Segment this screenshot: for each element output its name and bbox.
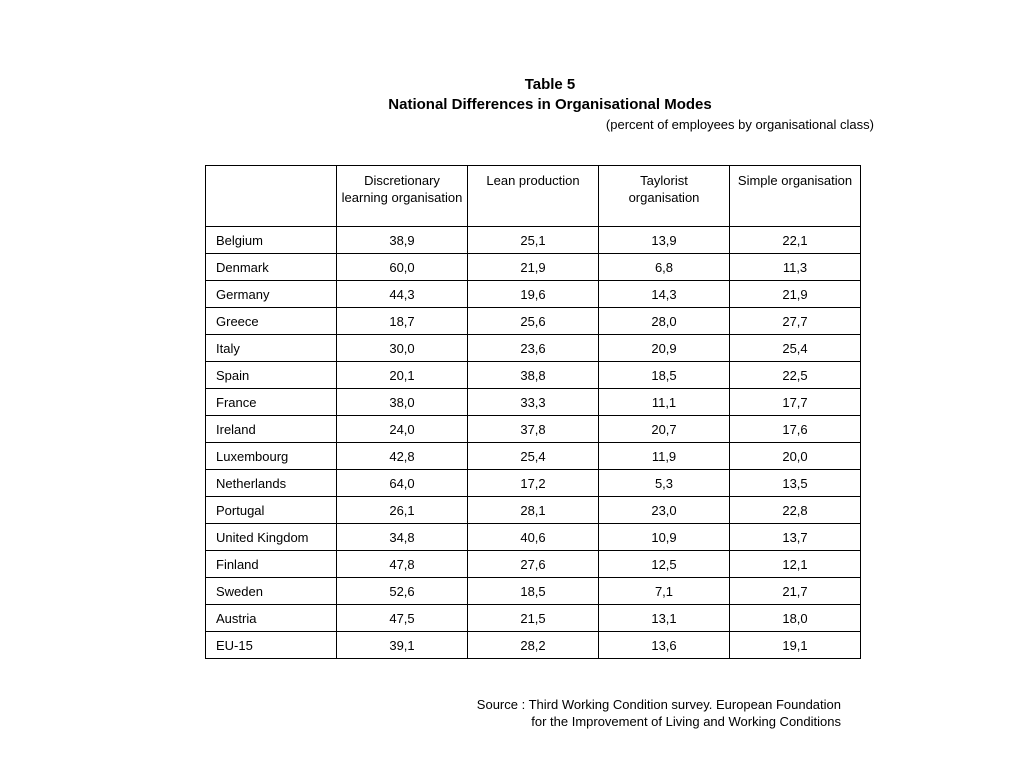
value-cell: 42,8 — [337, 443, 468, 470]
country-cell: Portugal — [206, 497, 337, 524]
value-cell: 22,5 — [730, 362, 861, 389]
value-cell: 52,6 — [337, 578, 468, 605]
value-cell: 23,6 — [468, 335, 599, 362]
value-cell: 27,6 — [468, 551, 599, 578]
value-cell: 13,1 — [599, 605, 730, 632]
header-cell-discretionary: Discretionary learning organisation — [337, 166, 468, 227]
value-cell: 24,0 — [337, 416, 468, 443]
value-cell: 12,1 — [730, 551, 861, 578]
value-cell: 17,2 — [468, 470, 599, 497]
country-cell: Spain — [206, 362, 337, 389]
value-cell: 22,8 — [730, 497, 861, 524]
value-cell: 13,6 — [599, 632, 730, 659]
country-cell: Germany — [206, 281, 337, 308]
value-cell: 17,7 — [730, 389, 861, 416]
value-cell: 18,0 — [730, 605, 861, 632]
value-cell: 21,9 — [730, 281, 861, 308]
table-row — [206, 551, 861, 578]
value-cell: 33,3 — [468, 389, 599, 416]
table-row — [206, 254, 861, 281]
value-cell: 11,3 — [730, 254, 861, 281]
value-cell: 5,3 — [599, 470, 730, 497]
value-cell: 25,1 — [468, 227, 599, 254]
table-row — [206, 578, 861, 605]
value-cell: 39,1 — [337, 632, 468, 659]
value-cell: 26,1 — [337, 497, 468, 524]
table-row — [206, 497, 861, 524]
table-body — [206, 227, 861, 659]
country-cell: EU-15 — [206, 632, 337, 659]
source-line: Source : Third Working Condition survey. European Foundation — [476, 697, 841, 712]
value-cell: 21,5 — [468, 605, 599, 632]
value-cell: 37,8 — [468, 416, 599, 443]
table-row — [206, 470, 861, 497]
table-row — [206, 524, 861, 551]
value-cell: 30,0 — [337, 335, 468, 362]
country-cell: Finland — [206, 551, 337, 578]
country-cell: Italy — [206, 335, 337, 362]
value-cell: 60,0 — [337, 254, 468, 281]
country-cell: Ireland — [206, 416, 337, 443]
value-cell: 25,4 — [468, 443, 599, 470]
value-cell: 14,3 — [599, 281, 730, 308]
value-cell: 22,1 — [730, 227, 861, 254]
value-cell: 40,6 — [468, 524, 599, 551]
value-cell: 18,5 — [468, 578, 599, 605]
value-cell: 10,9 — [599, 524, 730, 551]
value-cell: 20,1 — [337, 362, 468, 389]
value-cell: 25,4 — [730, 335, 861, 362]
value-cell: 18,7 — [337, 308, 468, 335]
value-cell: 44,3 — [337, 281, 468, 308]
value-cell: 47,8 — [337, 551, 468, 578]
table-row — [206, 605, 861, 632]
value-cell: 7,1 — [599, 578, 730, 605]
value-cell: 64,0 — [337, 470, 468, 497]
value-cell: 21,7 — [730, 578, 861, 605]
value-cell: 21,9 — [468, 254, 599, 281]
value-cell: 38,0 — [337, 389, 468, 416]
table-title: Table 5 — [524, 76, 576, 93]
value-cell: 19,6 — [468, 281, 599, 308]
table-row — [206, 227, 861, 254]
table-heading: National Differences in Organisational Modes — [388, 96, 712, 113]
value-cell: 25,6 — [468, 308, 599, 335]
value-cell: 20,9 — [599, 335, 730, 362]
country-cell: Belgium — [206, 227, 337, 254]
value-cell: 28,2 — [468, 632, 599, 659]
table-row — [206, 335, 861, 362]
value-cell: 17,6 — [730, 416, 861, 443]
header-cell-taylorist: Taylorist organisation — [599, 166, 730, 227]
table-row — [206, 281, 861, 308]
country-cell: Denmark — [206, 254, 337, 281]
value-cell: 13,7 — [730, 524, 861, 551]
table-subtitle: (percent of employees by organisational class) — [605, 117, 874, 132]
source-line: for the Improvement of Living and Working Conditions — [531, 714, 841, 729]
country-cell: France — [206, 389, 337, 416]
table-row — [206, 416, 861, 443]
value-cell: 38,9 — [337, 227, 468, 254]
value-cell: 20,7 — [599, 416, 730, 443]
header-cell-blank — [206, 166, 337, 227]
value-cell: 20,0 — [730, 443, 861, 470]
value-cell: 11,9 — [599, 443, 730, 470]
country-cell: Luxembourg — [206, 443, 337, 470]
value-cell: 13,9 — [599, 227, 730, 254]
country-cell: Sweden — [206, 578, 337, 605]
value-cell: 6,8 — [599, 254, 730, 281]
value-cell: 28,1 — [468, 497, 599, 524]
country-cell: United Kingdom — [206, 524, 337, 551]
value-cell: 23,0 — [599, 497, 730, 524]
header-cell-lean: Lean production — [468, 166, 599, 227]
header-cell-simple: Simple organisation — [730, 166, 861, 227]
value-cell: 18,5 — [599, 362, 730, 389]
header-row — [206, 166, 861, 227]
value-cell: 13,5 — [730, 470, 861, 497]
value-cell: 28,0 — [599, 308, 730, 335]
value-cell: 34,8 — [337, 524, 468, 551]
table-row — [206, 389, 861, 416]
table-row — [206, 362, 861, 389]
value-cell: 19,1 — [730, 632, 861, 659]
value-cell: 38,8 — [468, 362, 599, 389]
country-cell: Austria — [206, 605, 337, 632]
value-cell: 12,5 — [599, 551, 730, 578]
data-table — [205, 165, 861, 659]
country-cell: Greece — [206, 308, 337, 335]
table-row — [206, 308, 861, 335]
country-cell: Netherlands — [206, 470, 337, 497]
value-cell: 47,5 — [337, 605, 468, 632]
source-note — [477, 696, 841, 730]
table-row — [206, 443, 861, 470]
value-cell: 11,1 — [599, 389, 730, 416]
table-row — [206, 632, 861, 659]
value-cell: 27,7 — [730, 308, 861, 335]
